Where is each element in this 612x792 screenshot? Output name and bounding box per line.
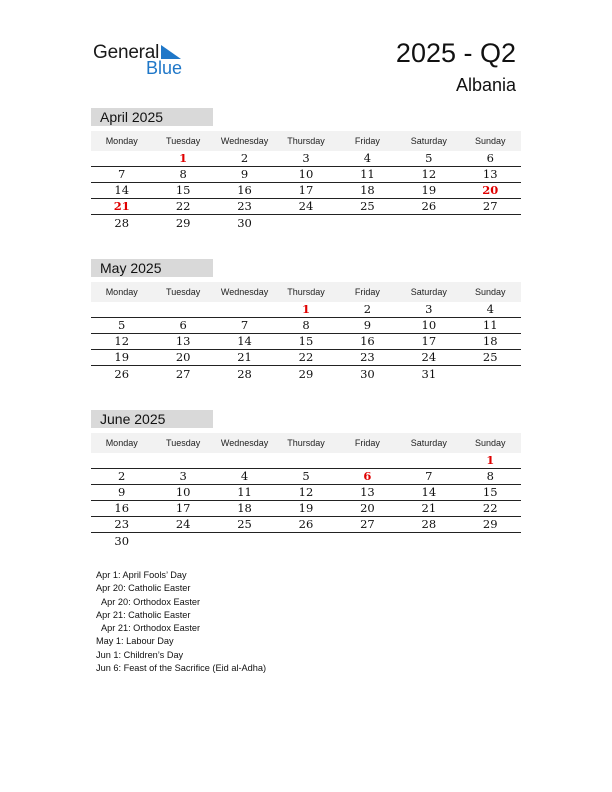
day-cell: 15 — [298, 334, 314, 348]
month-label: June 2025 — [91, 410, 213, 428]
day-cell: 23 — [114, 517, 130, 531]
weekday-label: Thursday — [287, 287, 325, 297]
day-cell: 2 — [240, 151, 249, 165]
day-cell: 14 — [421, 485, 437, 499]
day-cell: 30 — [114, 534, 130, 548]
weekday-label: Wednesday — [220, 438, 269, 448]
day-cell: 1 — [179, 151, 188, 165]
day-cell: 11 — [237, 485, 252, 499]
holiday-note: May 1: Labour Day — [96, 636, 174, 647]
day-cell: 18 — [482, 334, 498, 348]
weekday-label: Sunday — [474, 438, 506, 448]
day-cell: 4 — [363, 151, 372, 165]
day-cell: 6 — [486, 151, 494, 165]
day-cell: 23 — [360, 350, 375, 364]
day-cell: 16 — [360, 334, 375, 348]
week-row — [91, 302, 521, 318]
day-cell: 13 — [482, 167, 498, 181]
day-cell: 10 — [175, 485, 191, 499]
day-cell: 9 — [240, 167, 249, 181]
day-cell: 3 — [425, 302, 433, 316]
day-cell: 15 — [175, 183, 191, 197]
week-row — [91, 517, 521, 533]
day-cell: 4 — [240, 469, 249, 483]
brand-logo — [93, 40, 193, 80]
weekday-header — [91, 282, 521, 302]
week-row — [91, 453, 521, 469]
weekday-label: Tuesday — [166, 438, 201, 448]
day-cell: 30 — [237, 216, 252, 230]
month-calendar — [91, 410, 521, 549]
day-cell: 19 — [114, 350, 130, 364]
day-cell: 7 — [118, 167, 126, 181]
day-cell: 11 — [360, 167, 375, 181]
day-cell: 17 — [421, 334, 437, 348]
day-cell: 11 — [482, 318, 498, 332]
month-calendar — [91, 259, 521, 382]
page-title: 2025 - Q2 — [395, 38, 516, 68]
month-label: May 2025 — [91, 259, 213, 277]
day-cell: 19 — [298, 501, 314, 515]
day-cell: 21 — [113, 199, 130, 213]
weekday-label: Monday — [105, 136, 138, 146]
holiday-note: Apr 20: Catholic Easter — [96, 583, 191, 594]
day-cell: 14 — [237, 334, 252, 348]
day-cell: 14 — [114, 183, 130, 197]
weekday-label: Tuesday — [166, 136, 201, 146]
day-cell: 28 — [421, 517, 437, 531]
country-name: Albania — [455, 75, 516, 95]
day-cell: 1 — [301, 302, 310, 316]
holiday-note: Apr 21: Catholic Easter — [96, 609, 191, 620]
day-cell: 5 — [425, 151, 433, 165]
weekday-header — [91, 433, 521, 453]
weekday-label: Saturday — [410, 287, 447, 297]
day-cell: 9 — [118, 485, 126, 499]
weekday-label: Friday — [354, 287, 380, 297]
logo-text-general: General — [93, 42, 160, 63]
weekday-label: Saturday — [410, 438, 447, 448]
day-cell: 24 — [421, 350, 437, 364]
week-row — [91, 167, 521, 183]
day-cell: 20 — [482, 183, 499, 197]
day-cell: 24 — [298, 199, 314, 213]
day-cell: 7 — [240, 318, 249, 332]
day-cell: 2 — [363, 302, 372, 316]
weekday-label: Wednesday — [220, 136, 269, 146]
day-cell: 29 — [482, 517, 498, 531]
weekday-label: Sunday — [474, 287, 506, 297]
day-cell: 19 — [421, 183, 437, 197]
day-cell: 12 — [298, 485, 314, 499]
weekday-label: Monday — [105, 438, 138, 448]
day-cell: 27 — [482, 199, 498, 213]
day-cell: 27 — [175, 367, 191, 381]
day-cell: 12 — [114, 334, 130, 348]
day-cell: 21 — [421, 501, 437, 515]
week-row — [91, 533, 521, 549]
day-cell: 5 — [118, 318, 126, 332]
day-cell: 26 — [421, 199, 437, 213]
holiday-note: Apr 21: Orthodox Easter — [101, 623, 201, 634]
week-row — [91, 366, 521, 382]
holiday-note: Apr 20: Orthodox Easter — [101, 596, 201, 607]
day-cell: 1 — [486, 453, 495, 467]
weekday-label: Friday — [354, 438, 380, 448]
day-cell: 31 — [421, 367, 437, 381]
day-cell: 23 — [237, 199, 252, 213]
weekday-label: Sunday — [474, 136, 506, 146]
day-cell: 15 — [482, 485, 498, 499]
day-cell: 20 — [175, 350, 191, 364]
day-cell: 29 — [175, 216, 191, 230]
day-cell: 17 — [175, 501, 191, 515]
day-cell: 25 — [360, 199, 375, 213]
week-row — [91, 183, 521, 199]
day-cell: 6 — [179, 318, 187, 332]
day-cell: 6 — [363, 469, 372, 483]
day-cell: 21 — [237, 350, 252, 364]
day-cell: 29 — [298, 367, 314, 381]
day-cell: 5 — [302, 469, 310, 483]
week-row — [91, 469, 521, 485]
holiday-notes — [96, 569, 266, 675]
week-row — [91, 215, 521, 231]
week-row — [91, 485, 521, 501]
day-cell: 18 — [360, 183, 375, 197]
month-calendar — [91, 108, 521, 231]
day-cell: 25 — [237, 517, 252, 531]
holiday-note: Apr 1: April Fools’ Day — [96, 570, 187, 580]
weekday-label: Saturday — [410, 136, 447, 146]
day-cell: 18 — [237, 501, 252, 515]
logo-text-blue: Blue — [146, 58, 183, 78]
day-cell: 26 — [114, 367, 130, 381]
day-cell: 10 — [421, 318, 437, 332]
week-row — [91, 151, 521, 167]
day-cell: 9 — [363, 318, 372, 332]
week-row — [91, 334, 521, 350]
day-cell: 28 — [237, 367, 252, 381]
day-cell: 8 — [302, 318, 310, 332]
day-cell: 16 — [237, 183, 252, 197]
day-cell: 8 — [486, 469, 494, 483]
day-cell: 3 — [302, 151, 310, 165]
day-cell: 3 — [179, 469, 187, 483]
day-cell: 13 — [360, 485, 375, 499]
weekday-label: Friday — [354, 136, 380, 146]
day-cell: 22 — [298, 350, 314, 364]
day-cell: 7 — [425, 469, 433, 483]
day-cell: 17 — [298, 183, 314, 197]
day-cell: 25 — [482, 350, 498, 364]
day-cell: 2 — [118, 469, 126, 483]
week-row — [91, 318, 521, 334]
day-cell: 10 — [298, 167, 314, 181]
day-cell: 4 — [486, 302, 494, 316]
day-cell: 12 — [421, 167, 437, 181]
day-cell: 20 — [360, 501, 375, 515]
holiday-note: Jun 6: Feast of the Sacrifice (Eid al-Adha) — [96, 663, 267, 674]
weekday-label: Thursday — [287, 136, 325, 146]
weekday-label: Monday — [105, 287, 138, 297]
week-row — [91, 350, 521, 366]
day-cell: 28 — [114, 216, 130, 230]
day-cell: 8 — [179, 167, 187, 181]
day-cell: 22 — [482, 501, 498, 515]
weekday-header — [91, 131, 521, 151]
day-cell: 30 — [360, 367, 375, 381]
day-cell: 16 — [114, 501, 130, 515]
month-label: April 2025 — [91, 108, 213, 126]
week-row — [91, 501, 521, 517]
day-cell: 13 — [175, 334, 191, 348]
day-cell: 26 — [298, 517, 314, 531]
weekday-label: Wednesday — [220, 287, 269, 297]
day-cell: 22 — [175, 199, 191, 213]
holiday-note: Jun 1: Children’s Day — [96, 649, 184, 660]
day-cell: 27 — [360, 517, 375, 531]
weekday-label: Thursday — [287, 438, 325, 448]
day-cell: 24 — [175, 517, 191, 531]
week-row — [91, 199, 521, 215]
weekday-label: Tuesday — [166, 287, 201, 297]
